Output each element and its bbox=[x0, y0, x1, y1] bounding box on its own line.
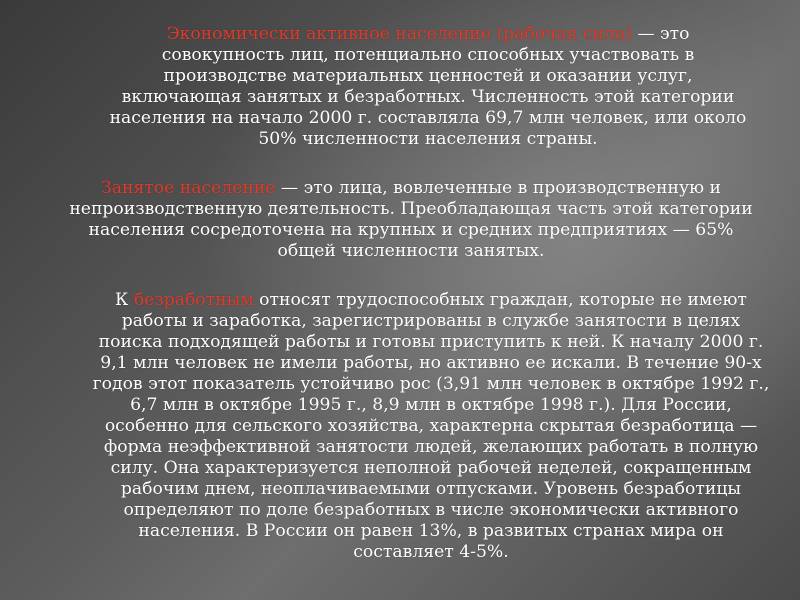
paragraph-text: — это совокупность лиц, потенциально способных участвовать в производстве материальных ценностей и оказании услуг, включающая занятых и безработных. Численность этой категории населения на начало 2000 г. составляла 69,7 млн человек, или около 50% численности населения страны. bbox=[109, 24, 747, 149]
paragraph-employed bbox=[66, 178, 756, 262]
term-unemployed: безработным bbox=[133, 290, 254, 310]
term-employed: Занятое население bbox=[101, 178, 276, 198]
paragraph-economically-active bbox=[108, 24, 748, 150]
paragraph-text: относят трудоспособных граждан, которые не имеют работы и заработка, зарегистрированы в службе занятости в целях поиска подходящей работы и готовы приступить к ней. К началу 2000 г. 9,1 млн человек не имели работы, но активно ее искали. В течение 90-х годов этот показатель устойчиво рос (3,91 млн человек в октябре 1992 г., 6,7 млн в октябре 1995 г., 8,9 млн в октябре 1998 г.). Для России, особенно для сельского хозяйства, характерна скрытая безработица — форма неэффективной занятости людей, желающих работать в полную силу. Она характеризуется неполной рабочей неделей, сокращенным рабочим днем, неоплачиваемыми отпусками. Уровень безработицы определяют по доле безработных в числе экономически активного населения. В России он равен 13%, в развитых странах мира он составляет 4-5%. bbox=[92, 290, 770, 562]
term-economically-active: Экономически активное население (рабочая сила) bbox=[166, 24, 632, 44]
paragraph-text: — это лица, вовлеченные в производственную и непроизводственную деятельность. Преобладающая часть этой категории населения сосредоточена на крупных и средних предприятиях — 65% общей численности занятых. bbox=[69, 178, 753, 261]
paragraph-lead: К bbox=[115, 290, 134, 310]
paragraph-unemployed bbox=[90, 290, 772, 563]
